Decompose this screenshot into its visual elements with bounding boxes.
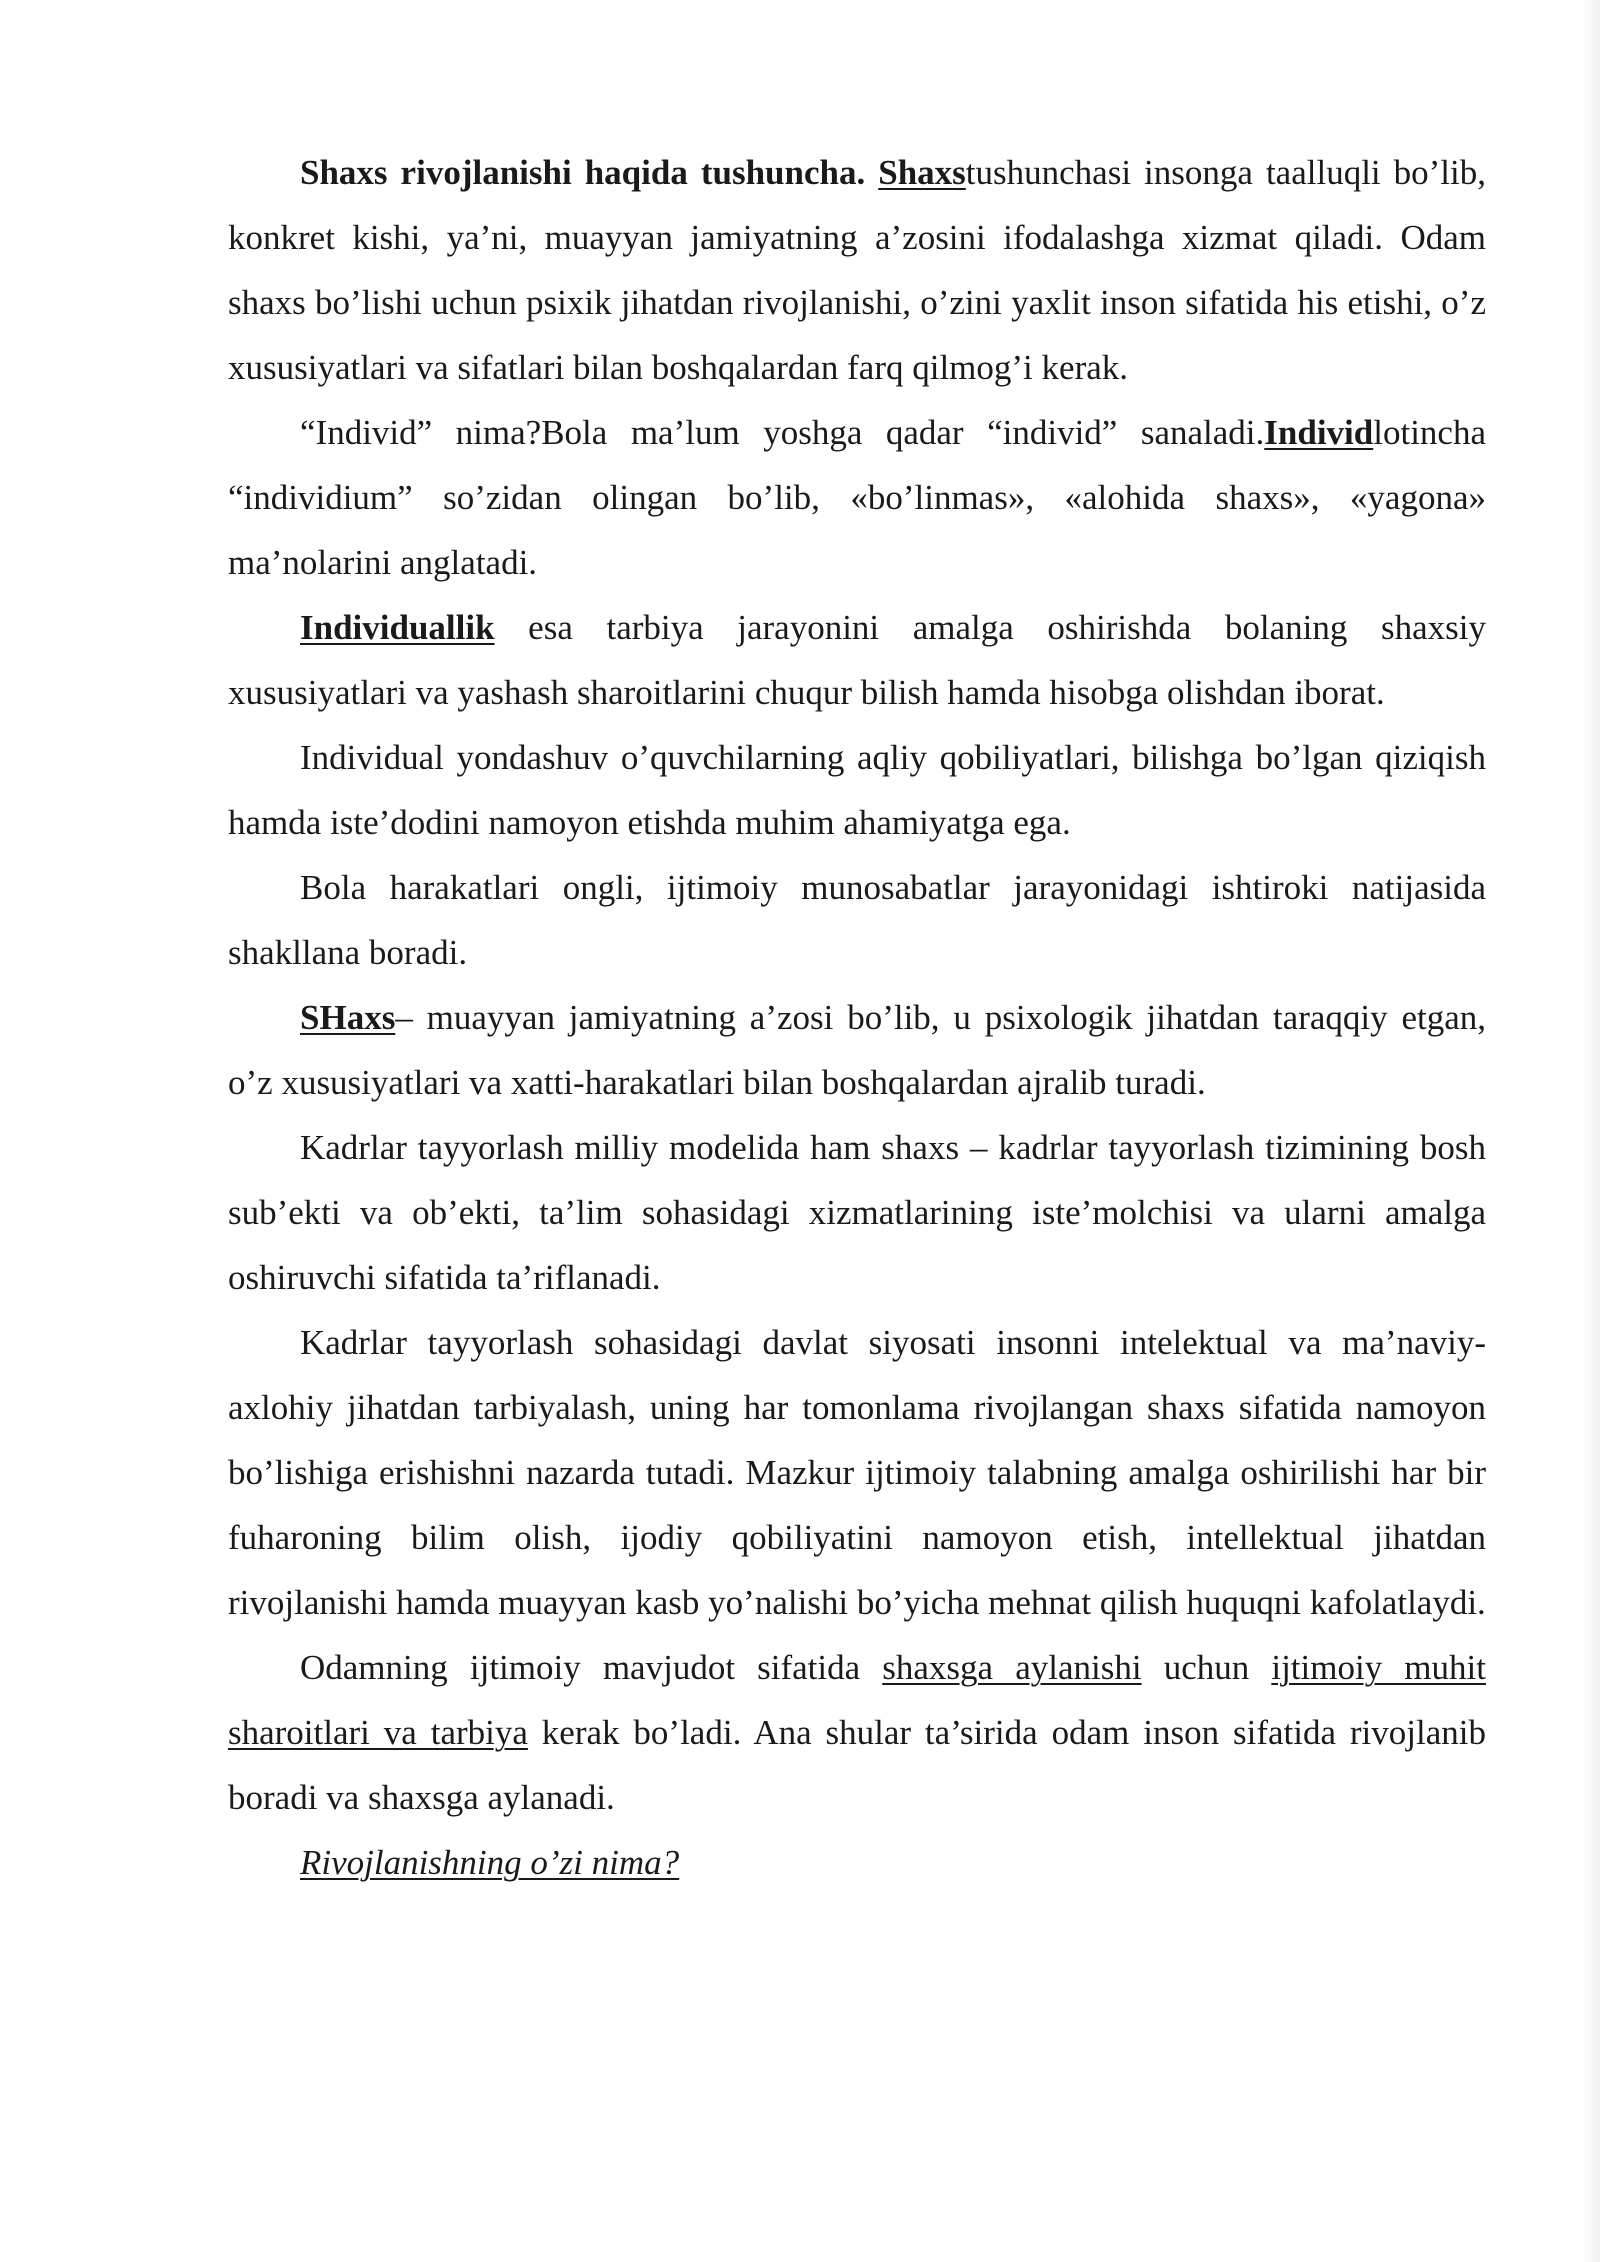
paragraph-text: lotincha “individium” so’zidan olingan bo’lib, «bo’linmas», «alohida shaxs», «yagona» ma’nolarini anglatadi. bbox=[228, 413, 1486, 582]
term-individuallik: Individuallik bbox=[300, 608, 495, 647]
paragraph-text: Kadrlar tayyorlash sohasidagi davlat siyosati insonni intelektual va ma’naviy-axlohiy jihatdan tarbiyalash, uning har tomonlama rivojlangan shaxs sifatida namoyon bo’lishiga erishishni nazarda tutadi. Mazkur ijtimoiy talabning amalga oshirilishi har bir fuharoning bilim olish, ijodiy qobiliyatini namoyon etish, intellektual jihatdan rivojlanishi hamda muayyan kasb yo’nalishi bo’yicha mehnat qilish huquqni kafolatlaydi. bbox=[228, 1323, 1486, 1622]
paragraph-state-policy bbox=[228, 1310, 1486, 1635]
paragraph-individuallik bbox=[228, 595, 1486, 725]
paragraph-social-being bbox=[228, 1635, 1486, 1830]
paragraph-text-part: Odamning ijtimoiy mavjudot sifatida bbox=[300, 1648, 883, 1687]
paragraph-text: tushunchasi insonga taalluqli bo’lib, konkret kishi, ya’ni, muayyan jamiyatning a’zosini ifodalashga xizmat qiladi. Odam shaxs bo’lishi uchun psixik jihatdan rivojlanishi, o’zini yaxlit inson sifatida his etishi, o’z xususiyatlari va sifatlari bilan boshqalardan farq qilmog’i kerak. bbox=[228, 153, 1486, 387]
paragraph-shaxs-member bbox=[228, 985, 1486, 1115]
paragraph-individual-approach bbox=[228, 725, 1486, 855]
term-shaxs-caps: SHaxs bbox=[300, 998, 396, 1037]
document-body bbox=[228, 140, 1486, 1895]
paragraph-text: esa tarbiya jarayonini amalga oshirishda bolaning shaxsiy xususiyatlari va yashash sharoitlarini chuqur bilish hamda hisobga olishdan iborat. bbox=[228, 608, 1486, 712]
paragraph-question bbox=[228, 1830, 1486, 1895]
underlined-phrase-ijtimoiy-muhit: ijtimoiy muhit sharoitlari va tarbiya bbox=[228, 1648, 1486, 1752]
paragraph-lead: “Individ” nima?Bola ma’lum yoshga qadar “individ” sanaladi. bbox=[300, 413, 1265, 452]
paragraph-text: – muayyan jamiyatning a’zosi bo’lib, u psixologik jihatdan taraqqiy etgan, o’z xususiyatlari va xatti-harakatlari bilan boshqalardan ajralib turadi. bbox=[228, 998, 1486, 1102]
paragraph-text: Bola harakatlari ongli, ijtimoiy munosabatlar jarayonidagi ishtiroki natijasida shakllana boradi. bbox=[228, 868, 1486, 972]
paragraph-text: Kadrlar tayyorlash milliy modelida ham shaxs – kadrlar tayyorlash tizimining bosh sub’ekti va ob’ekti, ta’lim sohasidagi xizmatlarining iste’molchisi va ularni amalga oshiruvchi sifatida ta’riflanadi. bbox=[228, 1128, 1486, 1297]
paragraph-text-part: kerak bo’ladi. Ana shular ta’sirida odam inson sifatida rivojlanib boradi va shaxsga aylanadi. bbox=[228, 1713, 1486, 1817]
section-heading: Shaxs rivojlanishi haqida tushuncha. bbox=[300, 153, 866, 192]
term-shaxs: Shaxs bbox=[878, 153, 966, 192]
paragraph-text-part: uchun bbox=[1141, 1648, 1272, 1687]
paragraph-individ bbox=[228, 400, 1486, 595]
term-individ: Individ bbox=[1264, 413, 1374, 452]
paragraph-shaxs-definition bbox=[228, 140, 1486, 400]
paragraph-national-model bbox=[228, 1115, 1486, 1310]
underlined-phrase-shaxsga-aylanishi: shaxsga aylanishi bbox=[882, 1648, 1142, 1687]
paragraph-text: Individual yondashuv o’quvchilarning aqliy qobiliyatlari, bilishga bo’lgan qiziqish hamda iste’dodini namoyon etishda muhim ahamiyatga ega. bbox=[228, 738, 1486, 842]
question-heading: Rivojlanishning o’zi nima? bbox=[300, 1843, 680, 1882]
page-shadow-edge bbox=[1582, 0, 1600, 2262]
paragraph-child-actions bbox=[228, 855, 1486, 985]
